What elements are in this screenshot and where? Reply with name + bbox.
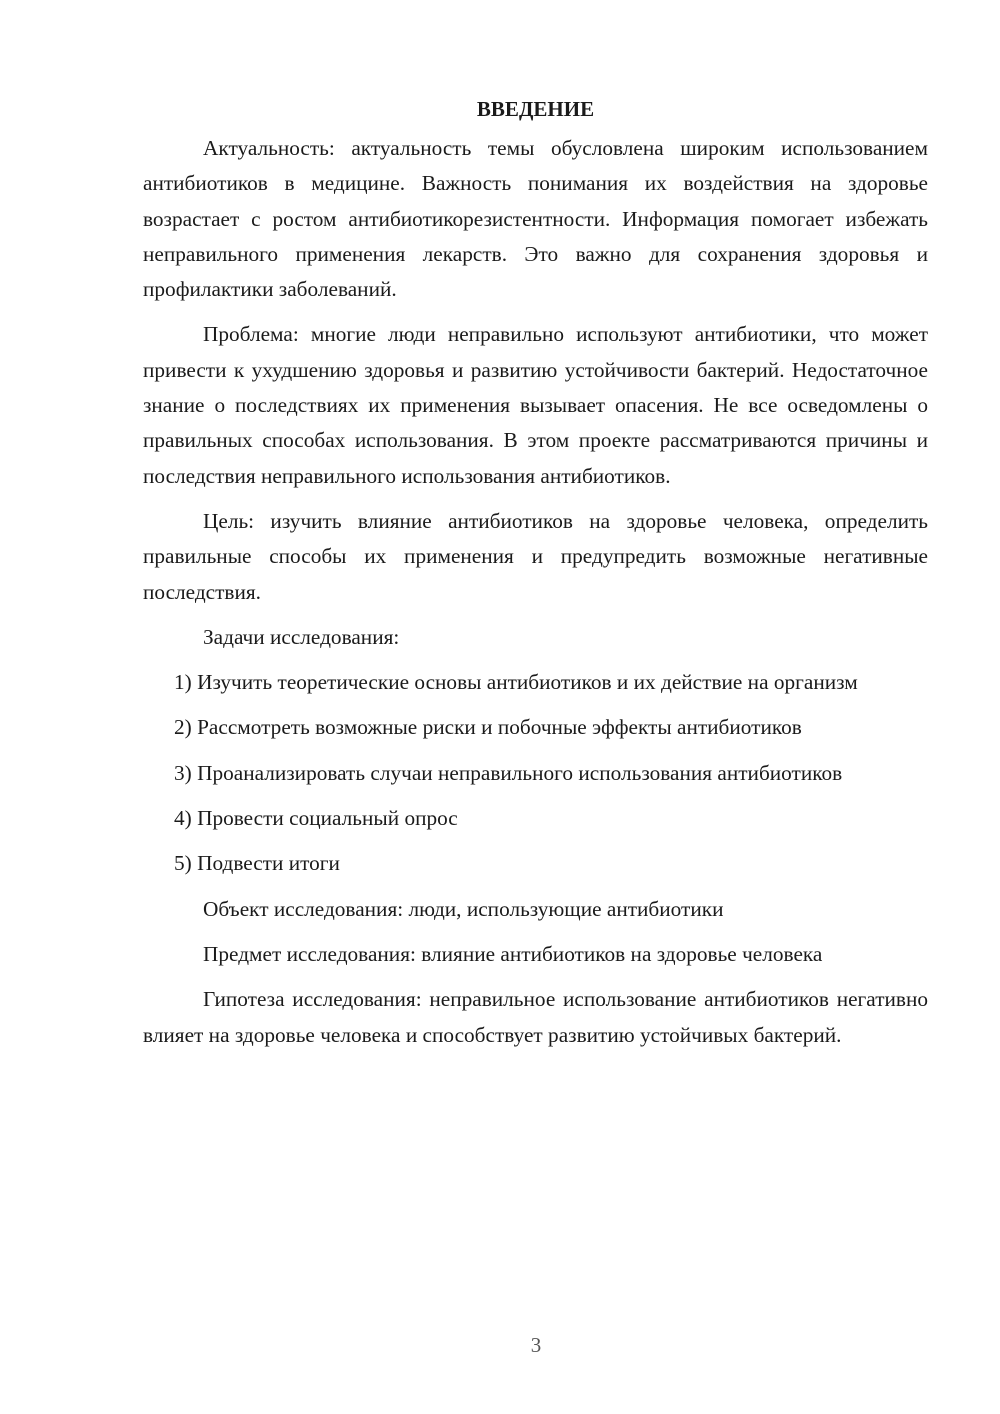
paragraph-object: Объект исследования: люди, использующие антибиотики [203,896,724,921]
tasks-heading: Задачи исследования: [203,624,400,649]
task-item: 1) Изучить теоретические основы антибиотиков и их действие на организм [174,670,858,695]
paragraph-hypothesis: Гипотеза исследования: неправильное использование антибиотиков негативно влияет на здоровье человека и способствует развитию устойчивых бактерий. [143,987,928,1047]
task-item: 5) Подвести итоги [174,851,340,876]
paragraph-problem: Проблема: многие люди неправильно используют антибиотики, что может привести к ухудшению здоровья и развитию устойчивости бактерий. Недостаточное знание о последствиях их применения вызывает опасения. Не все осведомлены о правильных способах использования. В этом проекте рассматриваются причины и последствия неправильного использования антибиотиков. [143,322,928,488]
document-page [143,92,928,1063]
task-item: 4) Провести социальный опрос [174,806,458,831]
page-number: 3 [530,1333,542,1357]
paragraph-goal: Цель: изучить влияние антибиотиков на здоровье человека, определить правильные способы их применения и предупредить возможные негативные последствия. [143,508,928,604]
page-title: ВВЕДЕНИЕ [476,97,595,121]
paragraph-relevance: Актуальность: актуальность темы обусловлена широким использованием антибиотиков в медицине. Важность понимания их воздействия на здоровье возрастает с ростом антибиотикорезистентности. Информация помогает избежать неправильного применения лекарств. Это важно для сохранения здоровья и профилактики заболеваний. [143,136,928,302]
paragraph-subject: Предмет исследования: влияние антибиотиков на здоровье человека [203,941,823,966]
task-item: 3) Проанализировать случаи неправильного использования антибиотиков [174,760,843,785]
task-item: 2) Рассмотреть возможные риски и побочные эффекты антибиотиков [174,715,802,740]
